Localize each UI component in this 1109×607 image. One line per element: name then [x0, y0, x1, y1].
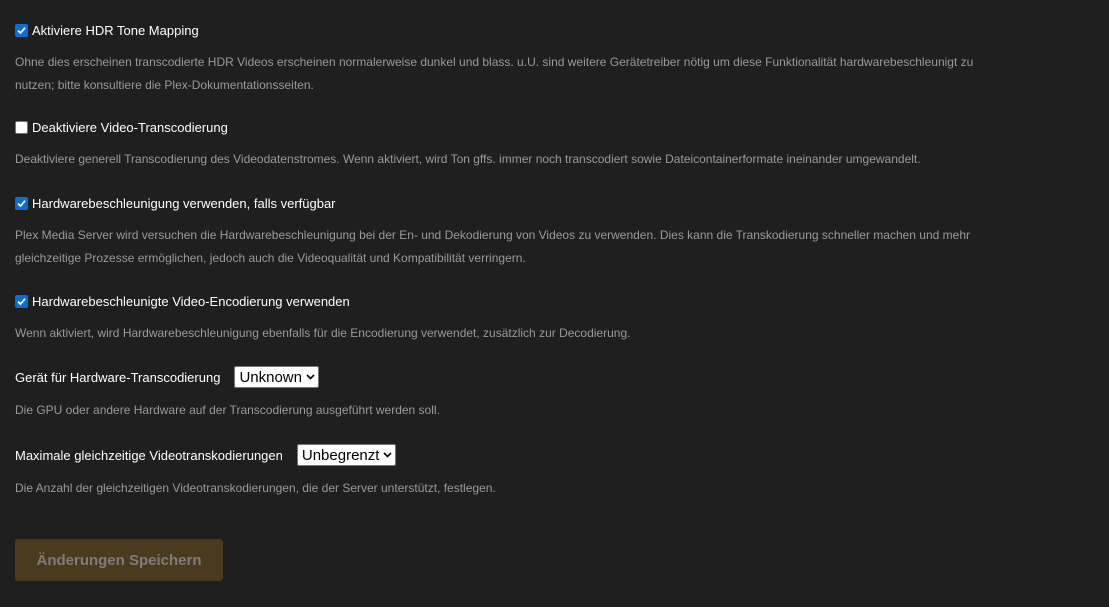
- transcode-device-value: Unknown: [239, 368, 302, 386]
- hdr-tone-mapping-label[interactable]: Aktiviere HDR Tone Mapping: [32, 22, 199, 38]
- transcode-device-select[interactable]: [234, 366, 319, 388]
- hardware-acceleration-checkbox[interactable]: [15, 197, 28, 210]
- disable-transcoding-label[interactable]: Deaktiviere Video-Transcodierung: [32, 119, 228, 135]
- disable-transcoding-checkbox[interactable]: [15, 121, 28, 134]
- hardware-encoding-row[interactable]: [15, 293, 350, 309]
- checkmark-icon: [17, 199, 26, 208]
- checkmark-icon: [17, 26, 26, 35]
- transcode-device-description: Die GPU oder andere Hardware auf der Transcodierung ausgeführt werden soll.: [15, 403, 440, 417]
- chevron-down-icon: [383, 452, 392, 458]
- disable-transcoding-description: Deaktiviere generell Transcodierung des Videodatenstromes. Wenn aktiviert, wird Ton gffs. immer noch transcodiert sowie Dateicontainerformate ineinander umgewandelt.: [15, 152, 921, 166]
- hardware-acceleration-label[interactable]: Hardwarebeschleunigung verwenden, falls verfügbar: [32, 195, 336, 211]
- disable-transcoding-row[interactable]: [15, 119, 228, 135]
- hardware-encoding-description: Wenn aktiviert, wird Hardwarebeschleunigung ebenfalls für die Encodierung verwendet, zusätzlich zur Decodierung.: [15, 326, 631, 340]
- transcode-device-row: [15, 365, 319, 389]
- hdr-tone-mapping-row[interactable]: [15, 22, 199, 38]
- hardware-encoding-checkbox[interactable]: [15, 295, 28, 308]
- hdr-tone-mapping-checkbox[interactable]: [15, 24, 28, 37]
- hardware-encoding-label[interactable]: Hardwarebeschleunigte Video-Encodierung verwenden: [32, 293, 350, 309]
- hdr-tone-mapping-description: Ohne dies erscheinen transcodierte HDR Videos erscheinen normalerweise dunkel und blass. u.U. sind weitere Gerätetreiber nötig um diese Funktionalität hardwarebeschleunigt zu nutzen; bitte konsultiere die Plex-Dokumentationsseiten.: [15, 55, 974, 92]
- chevron-down-icon: [306, 374, 315, 380]
- max-transcodes-row: [15, 443, 396, 467]
- transcode-device-label: Gerät für Hardware-Transcodierung: [15, 369, 221, 385]
- max-transcodes-label: Maximale gleichzeitige Videotranskodierungen: [15, 447, 283, 463]
- save-changes-button[interactable]: Änderungen Speichern: [15, 539, 223, 581]
- max-transcodes-select[interactable]: [297, 444, 397, 466]
- hardware-acceleration-description: Plex Media Server wird versuchen die Hardwarebeschleunigung bei der En- und Dekodierung von Videos zu verwenden. Dies kann die Transkodierung schneller machen und mehr gleichzeitige Prozesse ermöglichen, jedoch auch die Videoqualität und Kompatibilität verringern.: [15, 228, 970, 265]
- max-transcodes-value: Unbegrenzt: [301, 446, 380, 464]
- checkmark-icon: [17, 297, 26, 306]
- hardware-acceleration-row[interactable]: [15, 195, 336, 211]
- max-transcodes-description: Die Anzahl der gleichzeitigen Videotranskodierungen, die der Server unterstützt, festlegen.: [15, 481, 496, 495]
